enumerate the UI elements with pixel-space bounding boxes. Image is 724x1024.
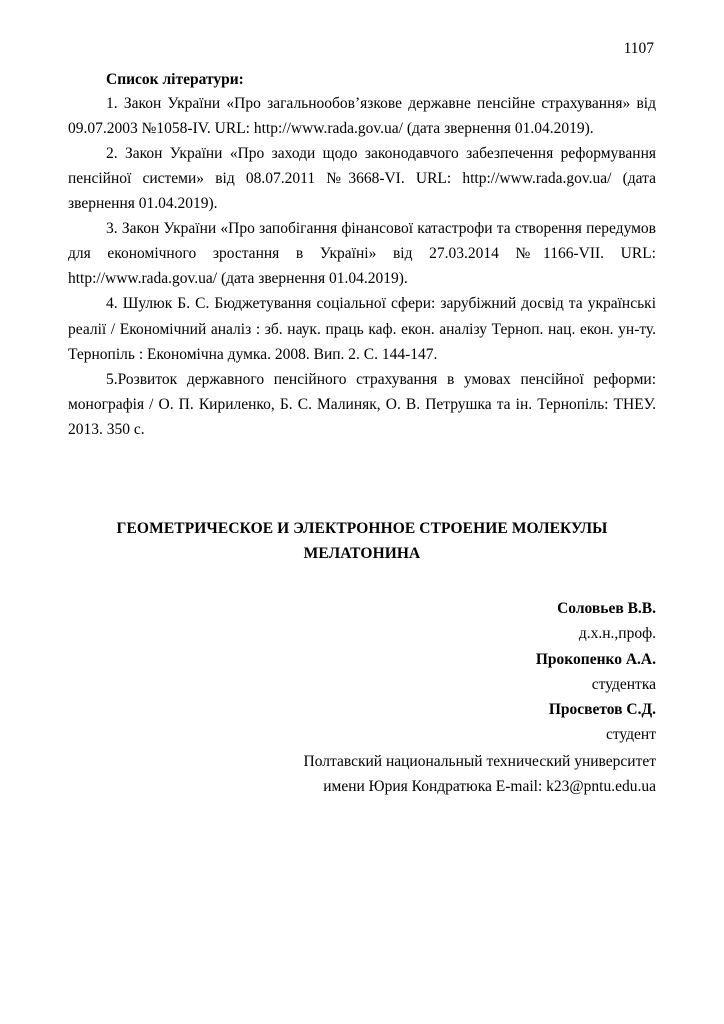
author-role: д.х.н.,проф. xyxy=(578,625,656,643)
article-title xyxy=(68,516,656,566)
list-item: 4. Шулюк Б. С. Бюджетування соціальної сфери: зарубіжний досвід та українські реалії / Економічний аналіз : зб. наук. праць каф. екон. аналізу Терноп. нац. екон. ун-ту. Тернопіль : Економічна думка. 2008. Вип. 2. С. 144-147. xyxy=(68,295,656,363)
references-list xyxy=(68,91,656,443)
list-item: 3. Закон України «Про запобігання фінансової катастрофи та створення передумов для економічного зростання в Україні» від 27.03.2014 №1166-VII. URL: http://www.rada.gov.ua/ (дата звернення 01.04.2019). xyxy=(68,220,656,288)
list-item: 5.Розвиток державного пенсійного страхування в умовах пенсійної реформи: монографія / О. П. Кириленко, Б. С. Малиняк, О. В. Петрушка та ін. Тернопіль: ТНЕУ. 2013. 350 с. xyxy=(68,370,656,439)
article-title-line-2: МЕЛАТОНИНА xyxy=(303,545,421,563)
affiliation-line-1: Полтавский национальный технический университет xyxy=(303,753,656,770)
affiliation-line-2: имени Юрия Кондратюка E-mail: k23@pntu.edu.ua xyxy=(323,778,656,796)
list-item: 1. Закон України «Про загальнообов’язкове державне пенсійне страхування» від 09.07.2003 №1058-IV. URL: http://www.rada.gov.ua/ (дата звернення 01.04.2019). xyxy=(68,94,656,137)
author-name: Просветов С.Д. xyxy=(548,700,656,718)
author-name: Соловьев В.В. xyxy=(557,600,656,618)
author-role: студент xyxy=(605,725,656,743)
list-item: 2. Закон України «Про заходи щодо законодавчого забезпечення реформування пенсійної системи» від 08.07.2011 №3668-VI. URL: http://www.rada.gov.ua/ (дата звернення 01.04.2019). xyxy=(68,144,656,213)
author-name: Прокопенко А.А. xyxy=(535,650,656,668)
author-role: студентка xyxy=(591,675,656,693)
references-heading: Список літератури: xyxy=(106,70,244,88)
article-title-line-1: ГЕОМЕТРИЧЕСКОЕ И ЭЛЕКТРОННОЕ СТРОЕНИЕ МОЛЕКУЛЫ xyxy=(116,520,608,538)
affiliation xyxy=(68,749,656,799)
page-number: 1107 xyxy=(623,40,654,57)
author-list xyxy=(68,596,656,747)
